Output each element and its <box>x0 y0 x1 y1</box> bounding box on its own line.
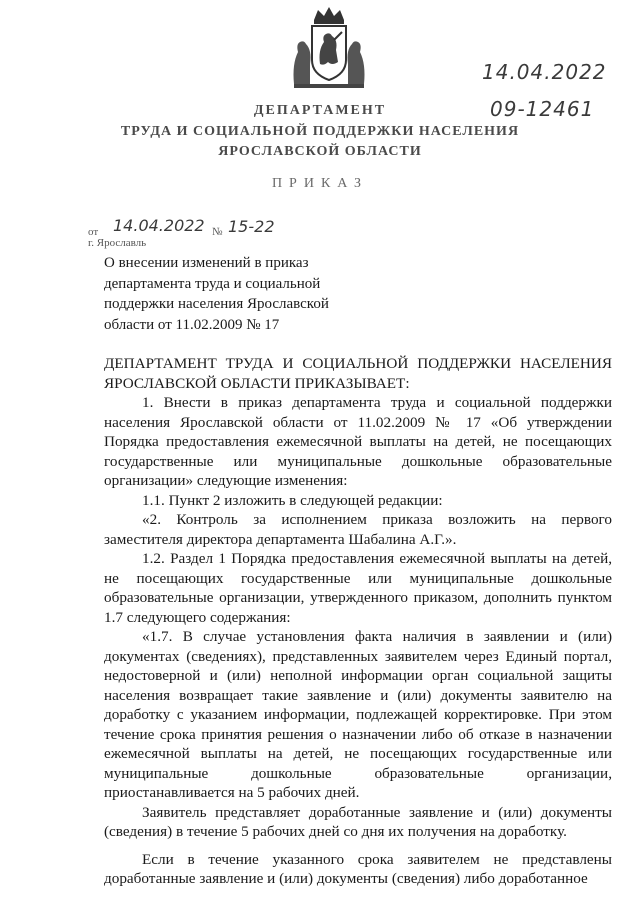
paragraph: 1.2. Раздел 1 Порядка предоставления ежемесячной выплаты на детей, не посещающих государственные или муниципальные дошкольные образовательные организации, утвержденного приказом, дополнить пунктом 1.7 следующего содержания: <box>104 550 612 626</box>
paragraph: 1. Внести в приказ департамента труда и социальной поддержки населения Ярославской области от 11.02.2009 № 17 «Об утверждении Порядка предоставления ежемесячной выплаты на детей, не посещающих государственные или муниципальные дошкольные образовательные организации» следующие изменения: <box>104 394 612 489</box>
paragraph: Если в течение указанного срока заявителем не представлены доработанные заявление и (или) документы (сведения) либо доработанное <box>104 850 612 887</box>
number-label: № <box>212 226 223 238</box>
registration-number-stamp: 09-12461 <box>490 97 595 121</box>
subject-line: поддержки населения Ярославской <box>104 296 329 312</box>
order-subject <box>104 253 364 335</box>
coat-of-arms-emblem <box>288 4 370 94</box>
bear-emblem-icon <box>288 4 370 94</box>
paragraph: «1.7. В случае установления факта наличия в заявлении и (или) документах (сведениях), представленных заявителем через Единый портал, недостоверной и (или) неполной информации орган социальной защиты населения возвращает такие заявление и (или) документы заявителю на доработку с указанием информации, подлежащей корректировке. При этом течение срока принятия решения о назначении либо об отказе в назначении ежемесячной выплаты на детей, не посещающих государственные или муниципальные дошкольные образовательные организации, приостанавливается на 5 рабочих дней. <box>104 628 612 801</box>
city-label: г. Ярославль <box>88 237 147 249</box>
paragraph: Заявитель представляет доработанные заявление и (или) документы (сведения) в течение 5 рабочих дней со дня их получения на доработку. <box>104 803 612 840</box>
order-heading: ДЕПАРТАМЕНТ ТРУДА И СОЦИАЛЬНОЙ ПОДДЕРЖКИ НАСЕЛЕНИЯ ЯРОСЛАВСКОЙ ОБЛАСТИ ПРИКАЗЫВАЕТ: <box>104 355 612 392</box>
subject-line: департамента труда и социальной <box>104 275 321 292</box>
document-type-title: ПРИКАЗ <box>271 176 369 191</box>
paragraph: «2. Контроль за исполнением приказа возложить на первого заместителя директора департамента Шабалина А.Г.». <box>104 511 612 548</box>
paragraph: 1.1. Пункт 2 изложить в следующей редакции: <box>142 491 443 509</box>
registration-date-stamp: 14.04.2022 <box>482 60 607 84</box>
department-title-line2: ТРУДА И СОЦИАЛЬНОЙ ПОДДЕРЖКИ НАСЕЛЕНИЯ <box>120 124 520 139</box>
date-label: от <box>88 226 99 238</box>
department-title-line3: ЯРОСЛАВСКОЙ ОБЛАСТИ <box>218 144 422 159</box>
order-number: 15-22 <box>228 217 275 236</box>
subject-line: О внесении изменений в приказ <box>104 255 309 271</box>
order-date: 14.04.2022 <box>113 216 205 235</box>
order-body <box>104 354 612 889</box>
subject-line: области от 11.02.2009 № 17 <box>104 316 280 333</box>
department-title-line1: ДЕПАРТАМЕНТ <box>253 103 387 118</box>
